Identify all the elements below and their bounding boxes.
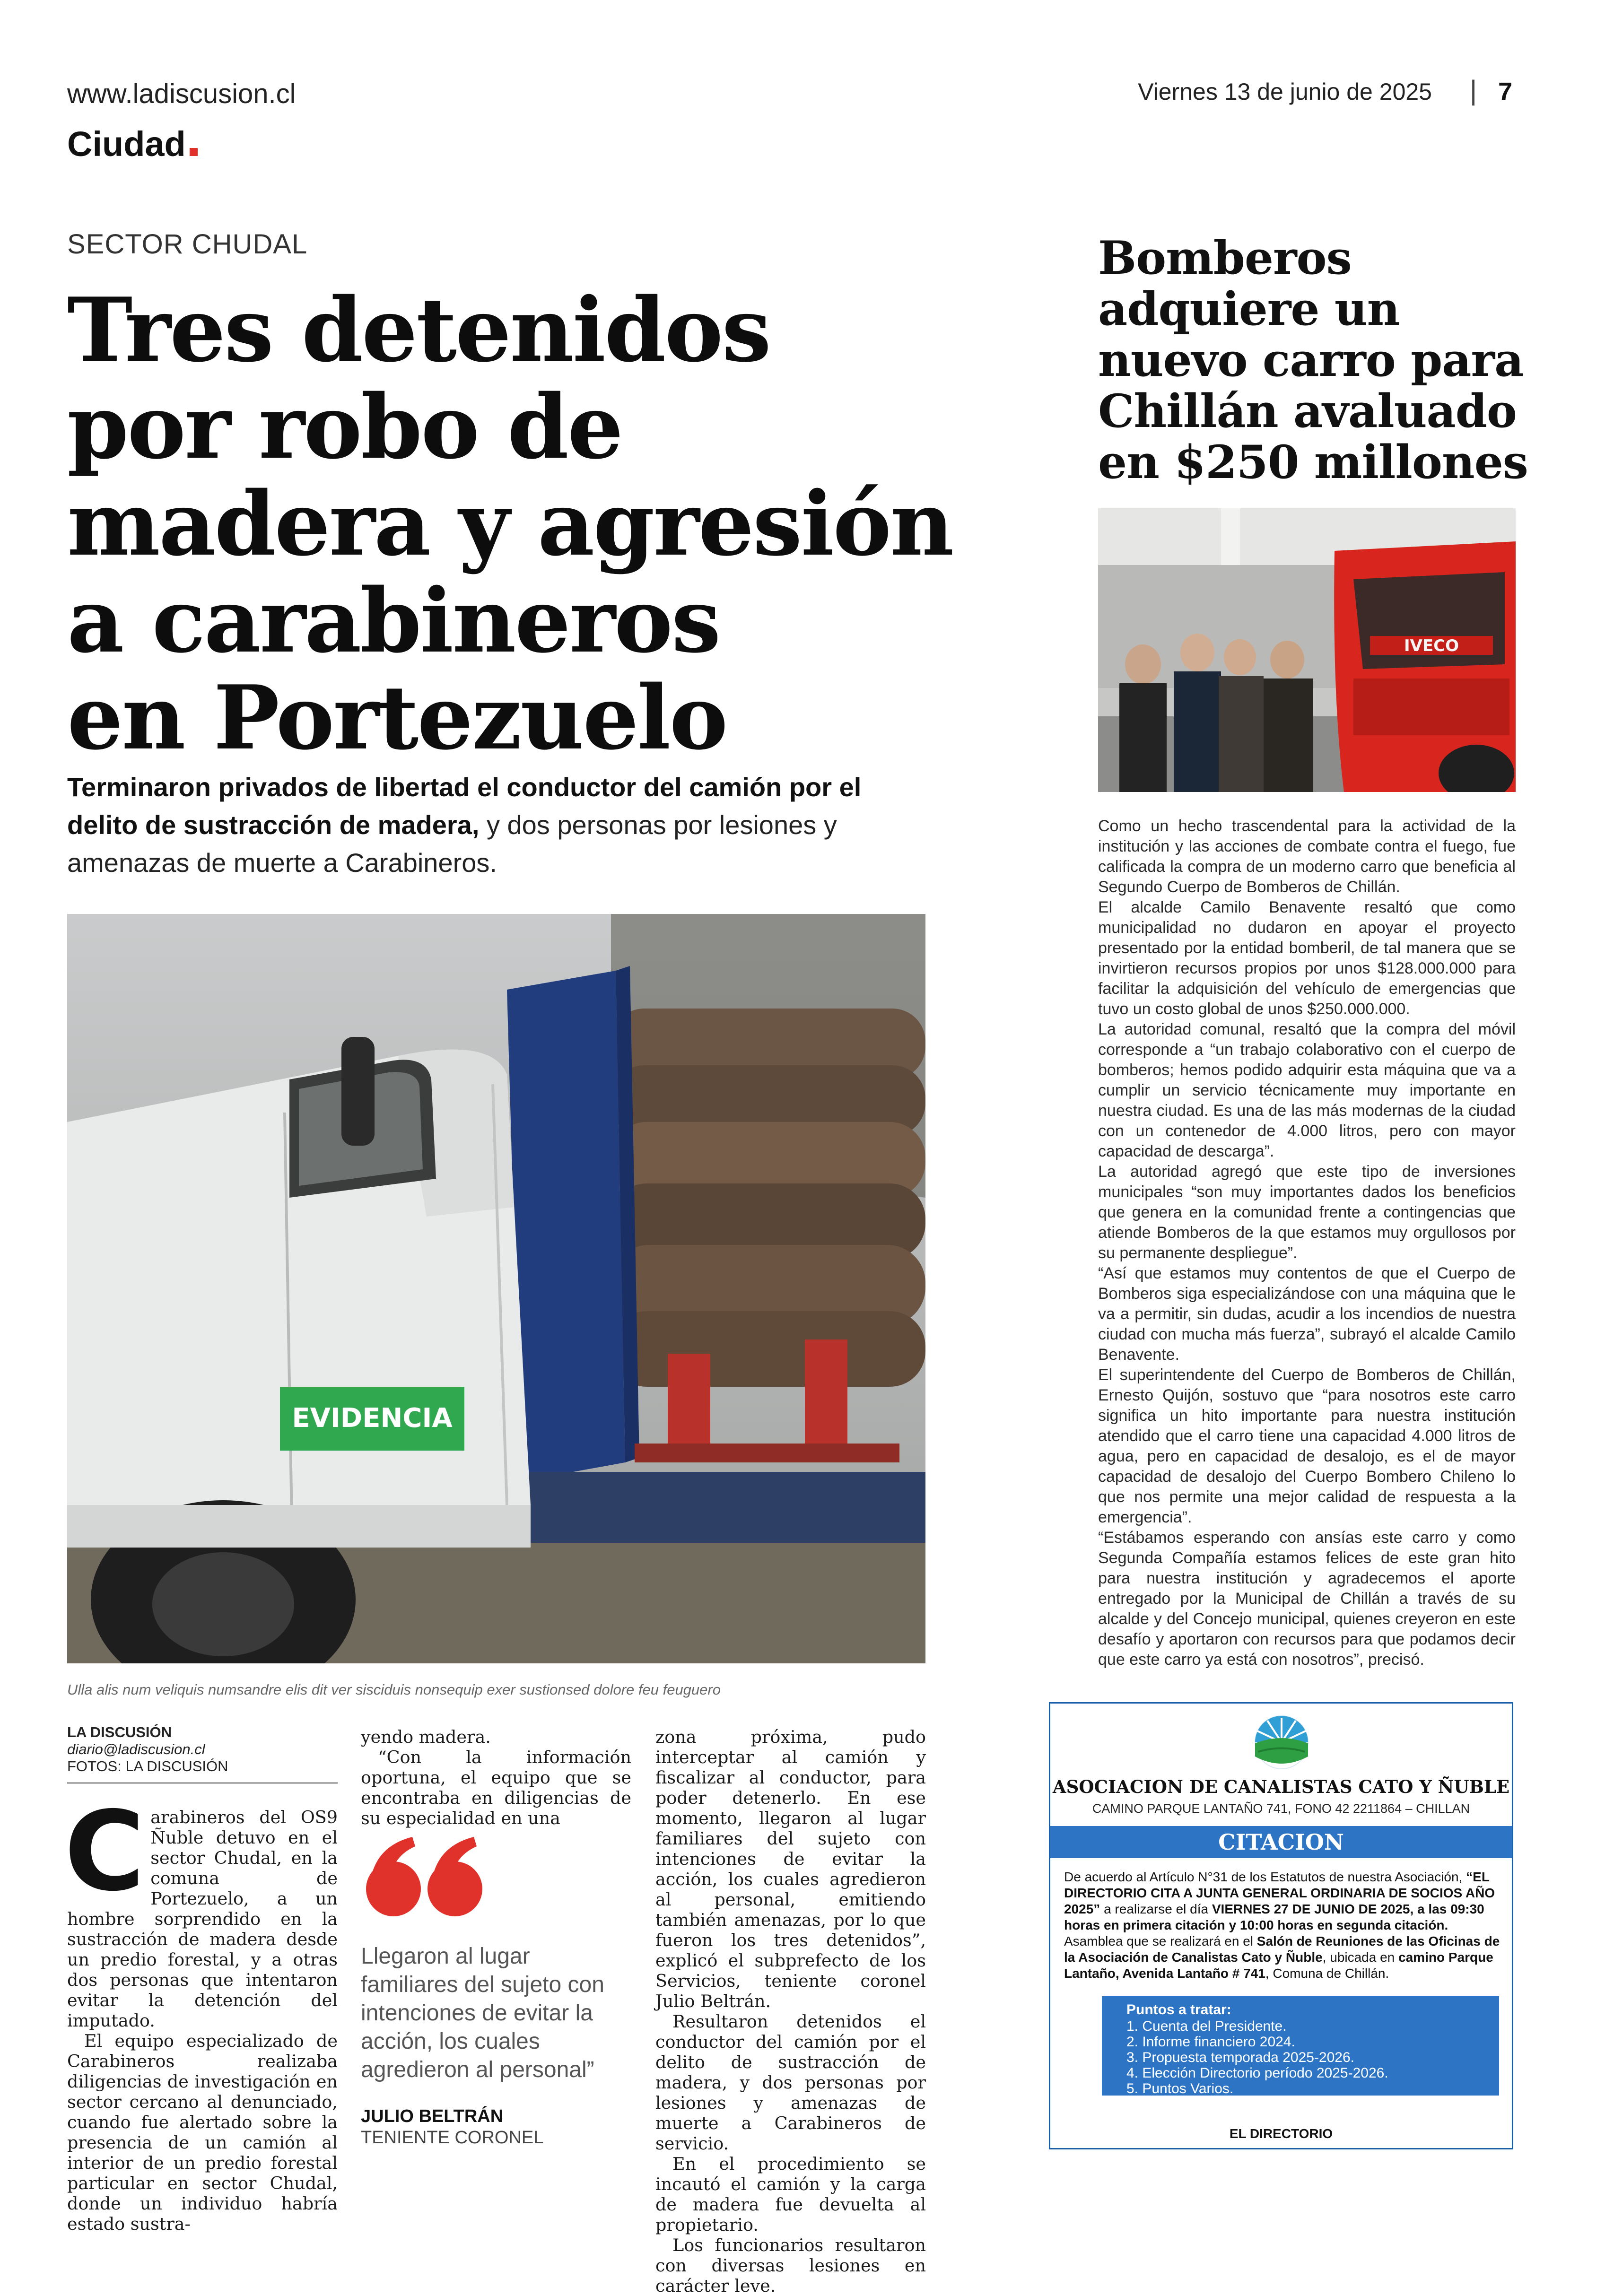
agenda-item: 3. Propuesta temporada 2025-2026.: [1126, 2050, 1355, 2065]
ad-text-part: camino Parque Lantaño, Avenida Lantaño # 741: [1064, 1950, 1493, 1981]
site-url[interactable]: www.ladiscusion.cl: [67, 78, 296, 109]
headline-line: madera y agresión: [67, 472, 953, 575]
body-paragraph: En el procedimiento se incautó el camión y la carga de madera fue devuelta al propietario.: [655, 2154, 926, 2235]
side-headline-line: Chillán avaluado: [1098, 384, 1517, 438]
byline-email[interactable]: diario@ladiscusion.cl: [67, 1741, 205, 1757]
quote-author-role: TENIENTE CORONEL: [361, 2128, 544, 2148]
agenda-item: 2. Informe financiero 2024.: [1126, 2034, 1295, 2050]
side-paragraph: El superintendente del Cuerpo de Bomberos de Chillán, Ernesto Quijón, sostuvo que “para nosotros este carro significa un hito importante para nuestra institución atendido que el carro tiene una capacidad 4.000 litros de agua, pero en capacidad de desalojo, es el de mayor capacidad de desalojo del Cuerpo Bombero Chileno lo que nos permite una mejor calidad de respuesta a la emergencia”.: [1098, 1366, 1516, 1526]
side-paragraph: El alcalde Camilo Benavente resaltó que como municipalidad no dudaron en apoyar el proyecto presentado por la entidad bomberil, de tal manera que se invirtieron recursos propios por unos $128.000.000 para facilitar la adquisición del vehículo de emergencias que tuvo un costo global de unos $250.000.000.: [1098, 898, 1516, 1018]
ad-text-part: De acuerdo al Artículo N°31 de los Estatutos de nuestra Asociación,: [1064, 1870, 1466, 1884]
agenda-item: 5. Puntos Varios.: [1126, 2081, 1234, 2096]
article-headline: [67, 278, 956, 769]
ad-address: CAMINO PARQUE LANTAÑO 741, FONO 42 2211864 – CHILLAN: [1092, 1801, 1470, 1816]
article-kicker: SECTOR CHUDAL: [67, 229, 308, 260]
side-headline-line: en $250 millones: [1098, 435, 1528, 489]
canal-logo-icon: [1246, 1714, 1317, 1773]
side-headline-line: adquiere un: [1098, 282, 1400, 336]
headline-line: en Portezuelo: [67, 666, 727, 769]
ad-text-part: Asamblea que se realizará en el: [1064, 1934, 1257, 1948]
fire-truck-photo-illustration: [1098, 508, 1516, 792]
byline-org: LA DISCUSIÓN: [67, 1724, 172, 1740]
side-photo-fire-truck: [1098, 508, 1516, 792]
headline-line: por robo de: [67, 375, 622, 478]
body-paragraph: Resultaron detenidos el conductor del camión por el delito de sustracción de madera, y dos personas por lesiones y amenazas de muerte a Carabineros de servicio.: [655, 2011, 926, 2154]
ad-text-part: “EL DIRECTORIO CITA A JUNTA GENERAL ORDINARIA DE SOCIOS AÑO 2025”: [1064, 1870, 1495, 1916]
body-column-3: [655, 1727, 926, 2296]
agenda-item: 4. Elección Directorio período 2025-2026.: [1126, 2065, 1388, 2081]
ad-text-part: a realizarse el día: [1100, 1902, 1212, 1916]
ad-band-title: CITACION: [1050, 1826, 1512, 1858]
ad-text-part: , Comuna de Chillán.: [1265, 1966, 1389, 1981]
side-paragraph: Como un hecho trascendental para la actividad de la institución y las acciones de combate contra el fuego, fue calificada la compra de un moderno carro que beneficia al Segundo Cuerpo de Bomberos de Chillán.: [1098, 817, 1516, 896]
quote-marks-icon: [360, 1832, 488, 1924]
side-paragraph: “Estábamos esperando con ansías este carro y como Segunda Compañía estamos felices de este gran hito para nuestra institución y agradecemos el aporte entregado por la Municipal de Chillán a través de su alcalde y del Concejo municipal, quienes creyeron en este desafío y aportaron con recursos para que podamos decir que este carro ya está con nosotros”, precisó.: [1098, 1529, 1516, 1669]
ad-agenda: [1102, 1996, 1499, 2096]
truck-photo-illustration: [67, 914, 925, 1663]
ad-signature: EL DIRECTORIO: [1229, 2126, 1333, 2141]
body-paragraph: arabineros del OS9 Ñuble detuvo en el sector Chudal, en la comuna de Portezuelo, a un hombre sorprendido en la sustracción de madera desde un predio forestal, y a otras dos personas que intentaron evitar la detención del imputado.: [67, 1807, 338, 2031]
body-paragraph: Los funcionarios resultaron con diversas lesiones en carácter leve.: [655, 2235, 926, 2296]
section-label: Ciudad: [67, 124, 186, 164]
side-headline-line: Bomberos: [1098, 231, 1352, 285]
dropcap: C: [64, 1788, 145, 1915]
ad-text-part: , ubicada en: [1322, 1950, 1399, 1965]
body-paragraph: El equipo especializado de Carabineros realizaba diligencias de investigación en sector cercano al denunciado, cuando fue alertado sobre la presencia de un camión al interior de un predio forestal particular en sector Chudal, donde un individuo habría estado sustra-: [67, 2031, 338, 2234]
byline: [67, 1724, 228, 1775]
article-lead: [67, 768, 918, 882]
agenda-title: Puntos a tratar:: [1126, 2002, 1231, 2018]
side-article-body: [1098, 816, 1516, 1670]
ad-text-part: Salón de Reuniones de las Oficinas de la Asociación de Canalistas Cato y Ñuble: [1064, 1934, 1500, 1965]
body-column-1: [64, 1788, 338, 2234]
main-photo-truck: [67, 914, 925, 1663]
lead-bold: Terminaron privados de libertad el conductor del camión por el delito de sustracción de madera,: [67, 772, 862, 840]
truck-brand-label: IVECO: [1404, 636, 1459, 655]
side-paragraph: La autoridad agregó que este tipo de inversiones municipales “son muy importantes dados los beneficios que genera en la comunidad frente a contingencias que atiende Bomberos de la que estamos muy orgullosos por su permanente despliegue”.: [1098, 1163, 1516, 1262]
quote-author: JULIO BELTRÁN: [361, 2106, 504, 2126]
headline-line: a carabineros: [67, 569, 720, 672]
evidence-label: EVIDENCIA: [292, 1403, 453, 1434]
ad-text-part: VIERNES 27 DE JUNIO DE 2025, a las 09:30 horas en primera citación y 10:00 horas en segunda citación.: [1064, 1902, 1484, 1932]
photo-caption: Ulla alis num veliquis numsandre elis dit ver sisciduis nonsequip exer sustionsed dolore feu feuguero: [67, 1681, 721, 1698]
issue-date: Viernes 13 de junio de 2025: [1138, 78, 1432, 105]
logs: [611, 1009, 925, 1387]
page-number: 7: [1498, 78, 1513, 106]
body-paragraph: yendo madera.: [361, 1727, 491, 1747]
side-headline: [1098, 233, 1533, 488]
body-column-2: [361, 1727, 631, 1828]
headline-line: Tres detenidos: [67, 278, 770, 382]
date-separator: |: [1470, 75, 1477, 106]
side-paragraph: La autoridad comunal, resaltó que la compra del móvil corresponde a “un trabajo colaborativo con el cuerpo de bomberos; hemos podido adquirir esta máquina que va a cumplir un servicio técnicamente muy importante en nuestra ciudad. Es una de las más modernas de la ciudad con un contenedor de 4.000 litros, pero con mayor capacidad de descarga”.: [1098, 1020, 1516, 1160]
section-title: [67, 124, 198, 164]
body-paragraph: zona próxima, pudo interceptar al camión y fiscalizar al conductor, para poder detenerlo. En ese momento, llegaron al lugar familiares del sujeto con intenciones de evitar la acción, los cuales agredieron al personal, emitiendo también amenazas, por lo que fueron los tres detenidos”, explicó el subprefecto de los Servicios, teniente coronel Julio Beltrán.: [655, 1727, 926, 2011]
pull-quote: Llegaron al lugar familiares del sujeto con intenciones de evitar la acción, los cuales agredieron al personal”: [361, 1944, 604, 2082]
ad-text: [1064, 1869, 1504, 1982]
section-dot-icon: [190, 148, 198, 156]
side-paragraph: “Así que estamos muy contentos de que el Cuerpo de Bomberos siga especializándose con una máquina que le va a permitir, sin dudas, acudir a los incendios de nuestra ciudad con mucha más fuerza”, subrayó el alcalde Camilo Benavente.: [1098, 1264, 1516, 1364]
byline-photos: FOTOS: LA DISCUSIÓN: [67, 1758, 228, 1774]
side-headline-line: nuevo carro para: [1098, 333, 1524, 387]
body-paragraph: “Con la información oportuna, el equipo que se encontraba en diligencias de su especialidad en una: [361, 1747, 631, 1828]
ad-organization: ASOCIACION DE CANALISTAS CATO Y ÑUBLE: [1052, 1776, 1510, 1797]
lead-rest: y dos personas por lesiones y amenazas de muerte a Carabineros.: [67, 810, 837, 878]
agenda-item: 1. Cuenta del Presidente.: [1126, 2018, 1287, 2034]
